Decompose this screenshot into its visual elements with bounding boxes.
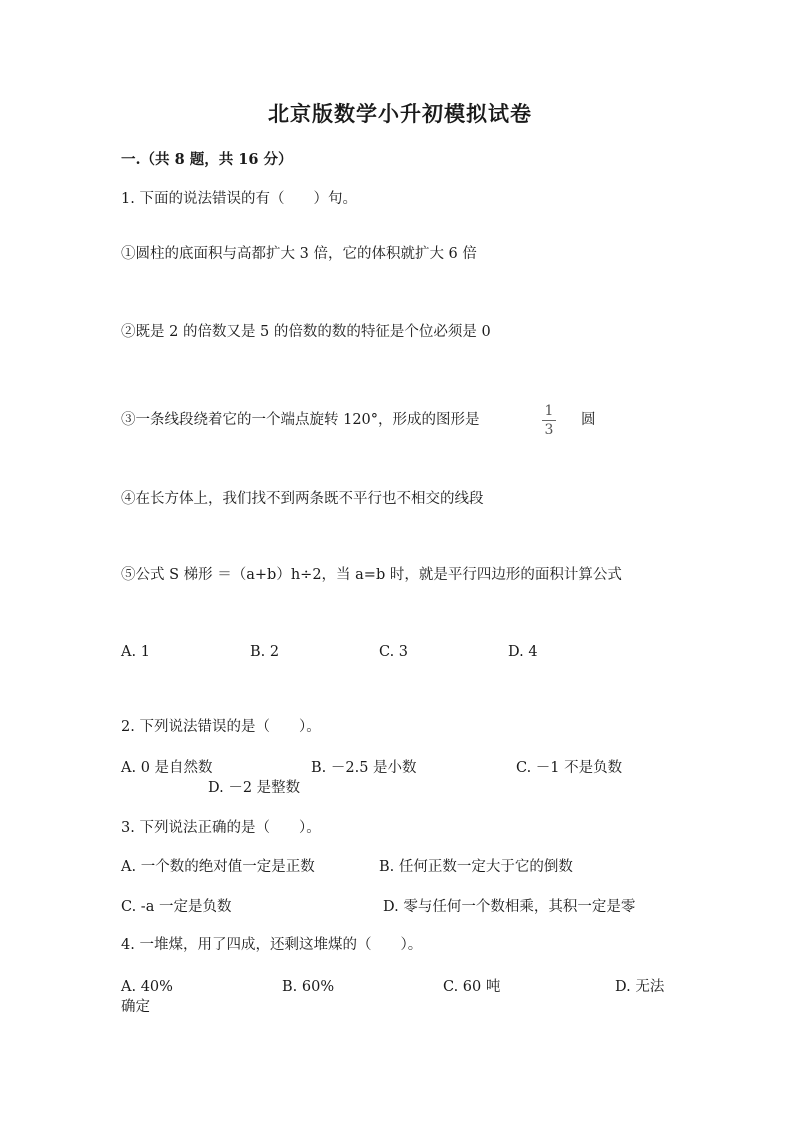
fraction-numerator: 1 <box>544 403 554 419</box>
question-1-option-b[interactable]: B. 2 <box>250 644 280 660</box>
section-heading: 一.（共 8 题，共 16 分） <box>121 151 293 168</box>
fraction-one-third <box>541 404 557 437</box>
question-2-stem: 2. 下列说法错误的是（ ）。 <box>121 719 321 735</box>
question-3-option-d[interactable]: D. 零与任何一个数相乘，其积一定是零 <box>383 899 636 915</box>
question-1-option-a[interactable]: A. 1 <box>121 644 150 660</box>
question-4-option-d[interactable]: D. 无法 <box>615 979 665 995</box>
question-1-statement-4: ④在长方体上，我们找不到两条既不平行也不相交的线段 <box>121 491 484 507</box>
question-3-option-a[interactable]: A. 一个数的绝对值一定是正数 <box>121 859 315 875</box>
question-4-option-d-wrap: 确定 <box>121 999 150 1015</box>
question-1-statement-2: ②既是 2 的倍数又是 5 的倍数的数的特征是个位必须是 0 <box>121 324 491 340</box>
question-4-option-b[interactable]: B. 60% <box>282 979 335 995</box>
question-3-stem: 3. 下列说法正确的是（ ）。 <box>121 820 321 836</box>
question-1-statement-5: ⑤公式 S 梯形 ＝（a+b）h÷2，当 a=b 时，就是平行四边形的面积计算公式 <box>121 567 622 583</box>
question-3-option-b[interactable]: B. 任何正数一定大于它的倒数 <box>379 859 573 875</box>
question-2-option-a[interactable]: A. 0 是自然数 <box>121 760 213 776</box>
fraction-denominator: 3 <box>544 422 554 438</box>
question-2-option-b[interactable]: B. －2.5 是小数 <box>311 760 417 776</box>
question-1-option-c[interactable]: C. 3 <box>379 644 409 660</box>
question-1-statement-3-suffix: 圆 <box>581 412 596 428</box>
question-2-option-c[interactable]: C. －1 不是负数 <box>516 760 623 776</box>
question-4-stem: 4. 一堆煤，用了四成，还剩这堆煤的（ ）。 <box>121 937 423 953</box>
page-title: 北京版数学小升初模拟试卷 <box>268 101 532 126</box>
question-4-option-a[interactable]: A. 40% <box>121 979 173 995</box>
question-1-statement-3: ③一条线段绕着它的一个端点旋转 120°，形成的图形是 <box>121 412 480 428</box>
question-2-option-d[interactable]: D. －2 是整数 <box>208 780 301 796</box>
question-1-stem: 1. 下面的说法错误的有（ ）句。 <box>121 191 357 207</box>
question-4-option-c[interactable]: C. 60 吨 <box>443 979 501 995</box>
question-1-option-d[interactable]: D. 4 <box>508 644 538 660</box>
fraction-bar <box>542 420 556 421</box>
question-3-option-c[interactable]: C. -a 一定是负数 <box>121 899 232 915</box>
question-1-statement-1: ①圆柱的底面积与高都扩大 3 倍，它的体积就扩大 6 倍 <box>121 246 477 262</box>
